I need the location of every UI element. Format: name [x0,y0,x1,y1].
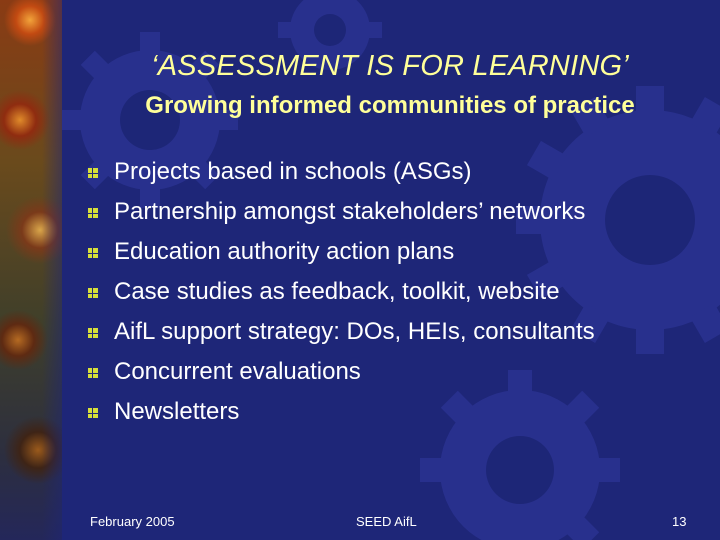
bullet-icon [88,248,98,258]
bullet-icon [88,368,98,378]
bullet-text: Projects based in schools (ASGs) [114,158,472,185]
footer-label: SEED AifL [356,514,417,529]
bullet-item [88,352,595,392]
bullet-item [88,392,595,432]
bullet-text: Concurrent evaluations [114,358,361,385]
bullet-list [88,152,595,432]
bullet-icon [88,288,98,298]
bullet-icon [88,328,98,338]
bullet-item [88,232,595,272]
bullet-item [88,312,595,352]
bullet-text: Case studies as feedback, toolkit, website [114,278,560,305]
slide-subtitle: Growing informed communities of practice [145,92,635,119]
bullet-text: Education authority action plans [114,238,455,265]
page-number: 13 [672,514,687,529]
bullet-text: Partnership amongst stakeholders’ networks [114,198,586,225]
bullet-text: Newsletters [114,398,240,425]
bullet-text: AifL support strategy: DOs, HEIs, consultants [114,318,595,345]
bullet-icon [88,168,98,178]
slide-title: ‘ASSESSMENT IS FOR LEARNING’ [151,50,629,82]
bullet-item [88,152,595,192]
bullet-icon [88,208,98,218]
bullet-item [88,192,595,232]
bullet-item [88,272,595,312]
footer-date: February 2005 [90,514,175,529]
bullet-icon [88,408,98,418]
